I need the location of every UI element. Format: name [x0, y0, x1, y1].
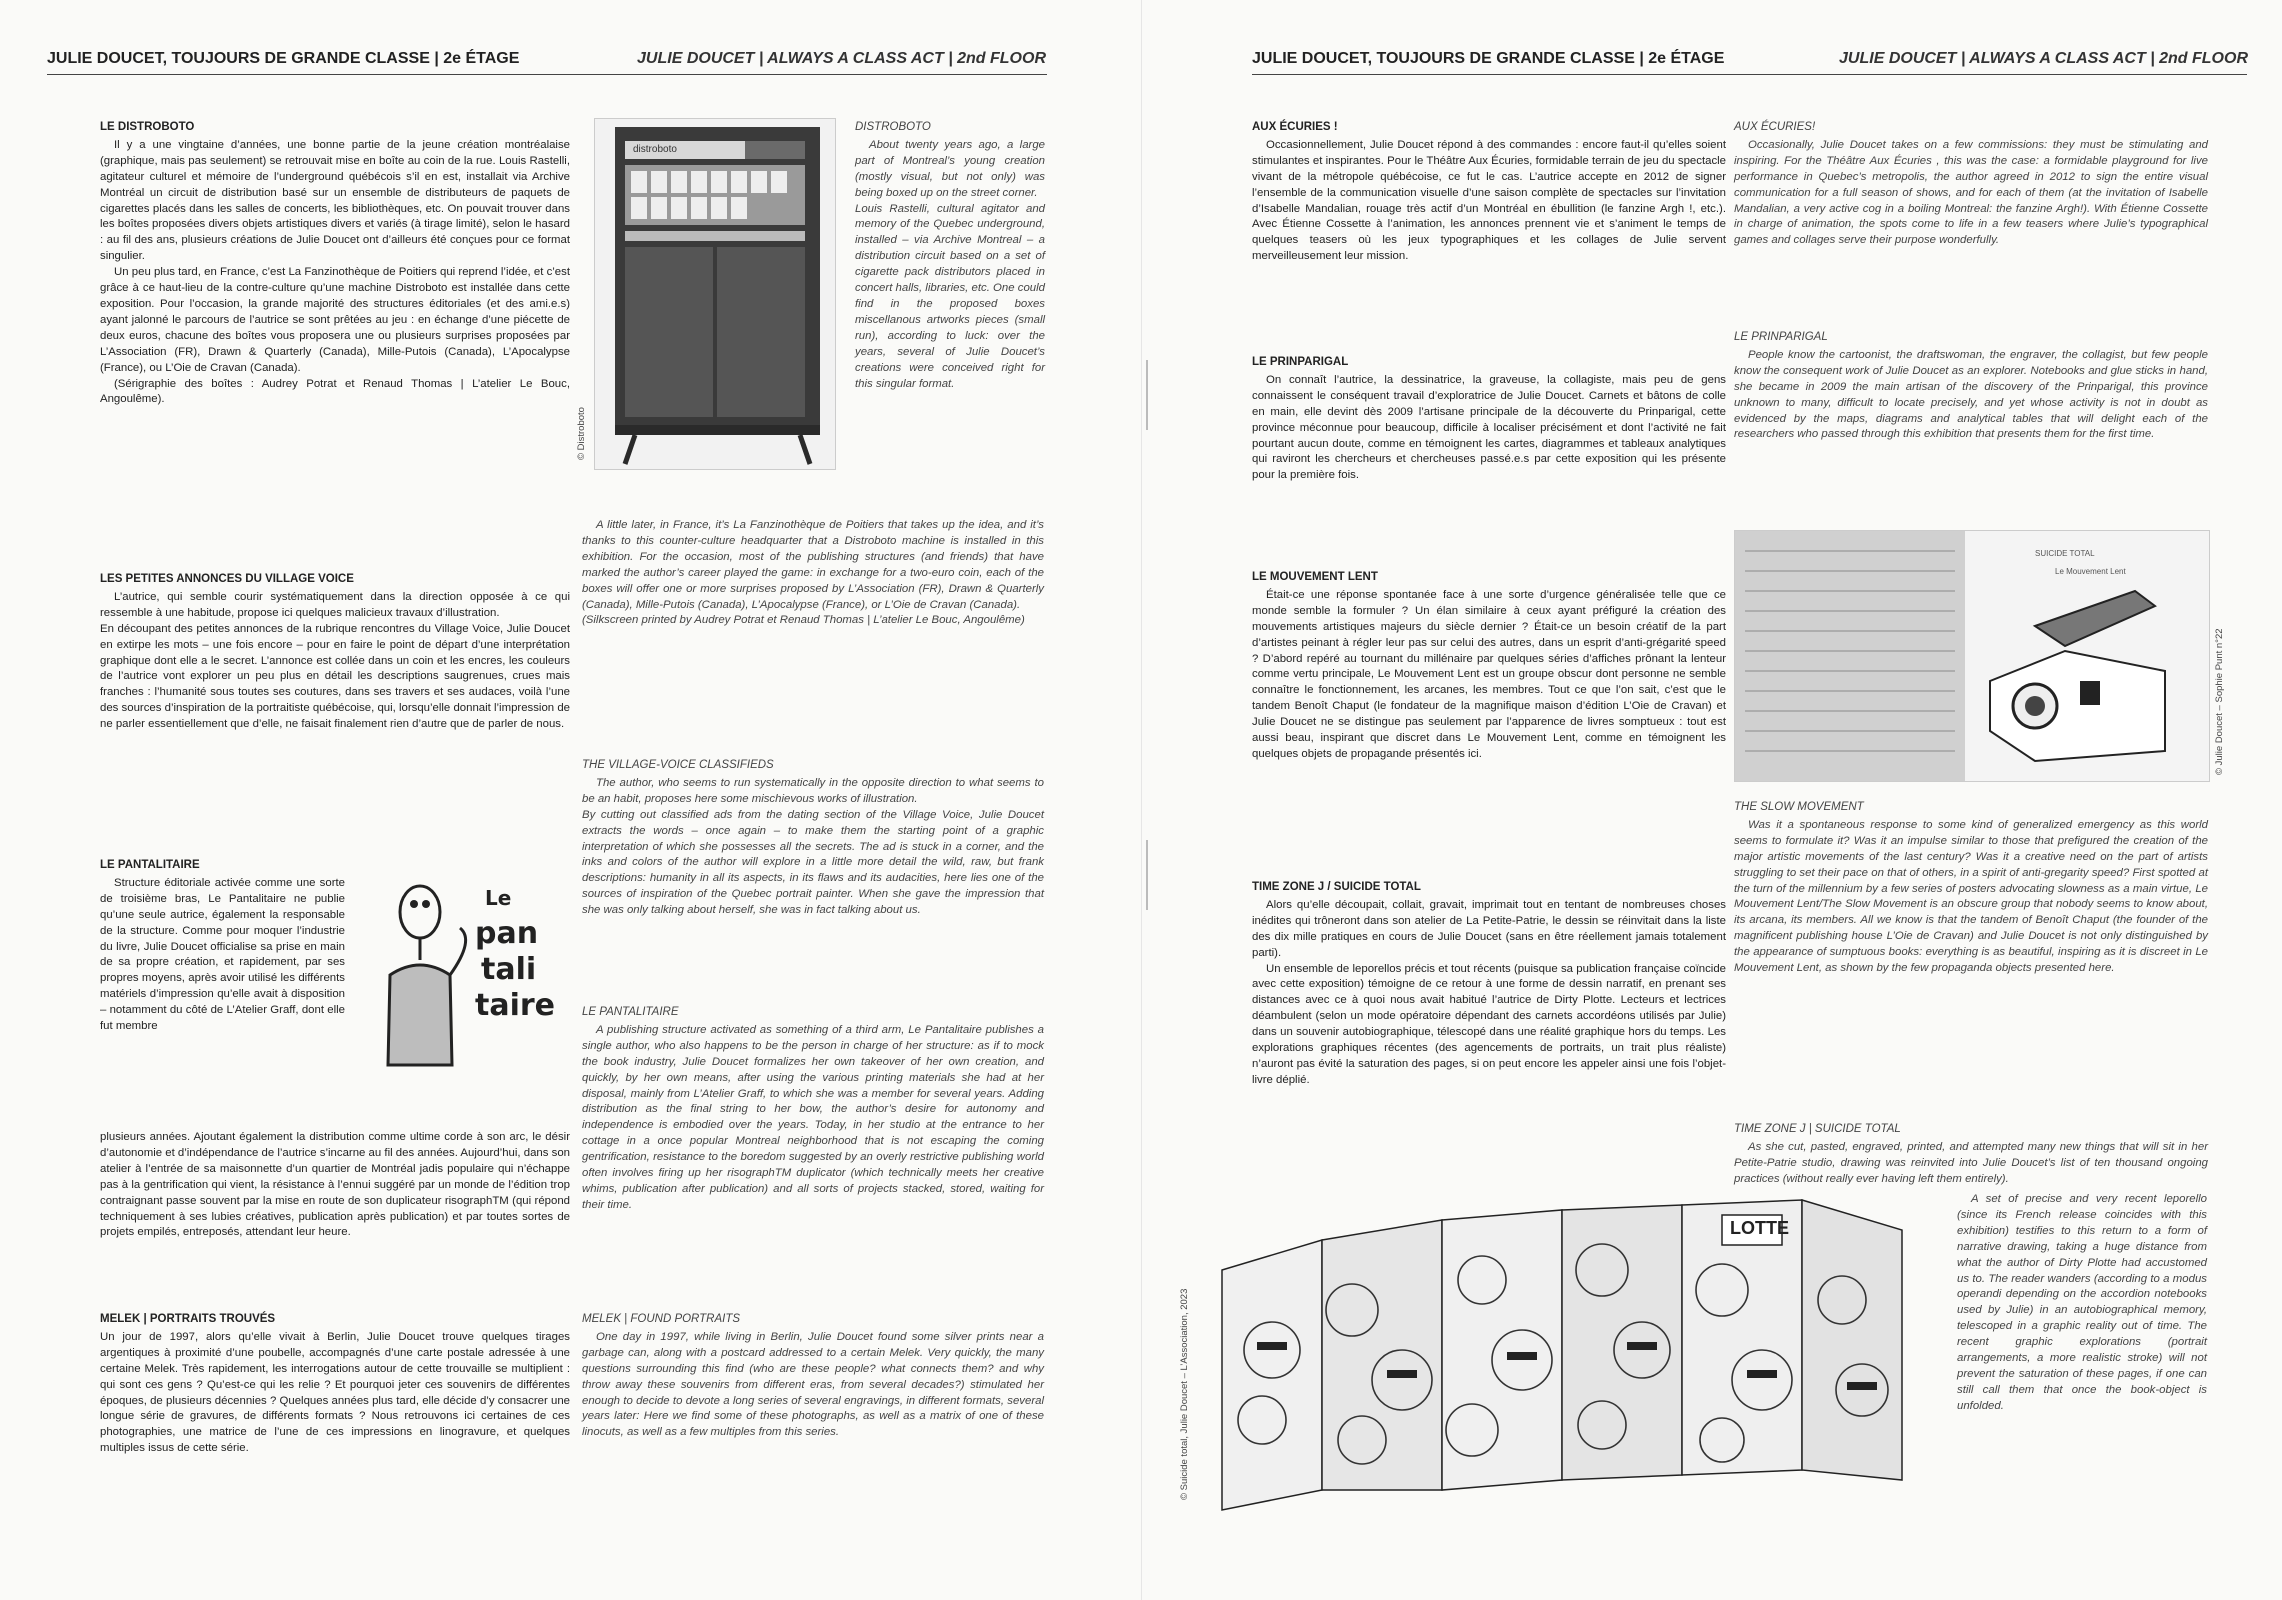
paragraph: En découpant des petites annonces de la rubrique rencontres du Village Voice, Julie Doucet en extirpe les mots – une fois encore – pour en faire le point de départ d’une interprétation graphique dont elle a le secret. L’annonce est collée dans un coin et les encres, les couleurs de l’autrice vont explorer un peu plus en détail les descriptions saugrenues, crues mais franches : l’humanité sous toutes ses coutures, dans ses travers et ses audaces, voilà l’une des sources d’inspiration de la portraitiste québécoise, qui, lorsqu’elle donnait l’impression de ne parler essentiellement que d’elle, ne faisait finalement rien d’autre que de parler de nous. [100, 622, 570, 731]
paragraph: One day in 1997, while living in Berlin, Julie Doucet found some silver prints near a garbage can, along with a postcard addressed to a certain Melek. Very quickly, the many questions surrounding this find (who are these people? what connects them? and why throw away these souvenirs from different eras, from several decades?) stimulated her enough to decide to devote a long series of several engravings, in different formats, several years later: Here we find some of these photographs, as well as a matrix of one of these linocuts, as well as a few multiples from this series. [582, 1330, 1044, 1439]
paragraph: Un ensemble de leporellos précis et tout récents (puisque sa publication française coïncide avec cette exposition) témoigne de ce retour à une forme de dessin narratif, en prenant ses distances avec ce à quoi nous avait habitué l’autrice de Dirty Plotte. Lecteurs et lectrices déambulent (selon un mode opératoire dépendant des carnets accordéons utilisés par Julie) dans un souvenir autobiographique, télescopé dans une réalité graphique hors du temps. Les explorations graphiques récentes (des agencements de portraits, un trait plus réaliste) n’auront pas évité la saturation des pages, si on peut encore les appeler ainsi une fois l’objet-livre déplié. [1252, 962, 1726, 1086]
section-prinparigal-fr [1252, 355, 1726, 484]
photo-machine-text: Le Mouvement Lent [2055, 567, 2126, 576]
right-english-column-4 [1734, 1122, 2208, 1188]
paragraph: Louis Rastelli, cultural agitator and memory of the Quebec underground, installed – via Archive Montreal – a distribution circuit based on a set of cigarette pack distributors placed in concert halls, libraries, etc. One could find in the proposed boxes miscellanous artworks pieces (small run), according to luck: over the years, several of Julie Doucet’s creations were conceived right for this singular format. [855, 202, 1045, 390]
left-french-column-2 [100, 572, 570, 733]
section-title: LE DISTROBOTO [100, 121, 195, 133]
pantalitaire-fr-wide [100, 1130, 570, 1241]
section-title: MELEK | PORTRAITS TROUVÉS [100, 1313, 276, 1325]
paragraph: (Sérigraphie des boîtes : Audrey Potrat et Renaud Thomas | L’atelier Le Bouc, Angoulême). [100, 377, 570, 406]
paragraph: As she cut, pasted, engraved, printed, and attempted many new things that will sit in her Petite-Patrie studio, drawing was reinvited into Julie Doucet’s list of ten thousand ongoing practices (without really ever having left them entirely). [1734, 1140, 2208, 1185]
paragraph: Il y a une vingtaine d’années, une bonne partie de la jeune création montréalaise (graphique, mais pas seulement) se retrouvait mise en boîte au coin de la rue. Louis Rastelli, agitateur culturel et mémoire de l’underground québécois s’il en est, installait via Archive Montréal un circuit de distribution basé sur un ensemble de distributeurs de paquets de cigarettes placés dans les salles de concerts, les bibliothèques, etc. On pouvait trouver dans les boîtes proposées divers objets artistiques divers et variés (à tirage limité), selon le hasard : au fil des ans, plusieurs créations de Julie Doucet ont d’ailleurs été conçues pour ce format singulier. [100, 138, 570, 263]
section-title: DISTROBOTO [855, 121, 931, 133]
left-english-narrow [855, 120, 1045, 392]
right-english-narrow [1957, 1192, 2207, 1415]
right-english-column [1734, 120, 2208, 249]
page-fold-mark [1146, 840, 1148, 910]
page-fold-mark [1146, 360, 1148, 430]
paragraph: About twenty years ago, a large part of Montreal’s young creation (mostly visual, but not only) was being boxed up on the street corner. [855, 138, 1045, 199]
section-ecuries-fr [1252, 120, 1726, 265]
logo-text: pan [475, 916, 539, 951]
photo-credit: © Distroboto [576, 407, 587, 460]
section-title: LE PANTALITAIRE [100, 859, 200, 871]
section-title: LE PRINPARIGAL [1252, 356, 1349, 368]
section-distroboto-en-cont [582, 518, 1044, 629]
pantalitaire-fr-narrow [100, 858, 345, 1035]
header-rule [47, 74, 1047, 75]
right-english-column-2 [1734, 330, 2208, 443]
section-distroboto-en [855, 120, 1045, 392]
paragraph: By cutting out classified ads from the dating section of the Village Voice, Julie Doucet extracts the words – once again – to make them the starting point of a graphic interpretation of which she possesses all the secrets. The ad is stuck in a corner, and the inks and colors of the author will explore in a little more detail the wild, raw, but frank descriptions: humanity in all its aspects, in its flaws and its audacities, here lies one of the sources of inspiration of the Quebec portrait painter. When she gave the impression that she was only talking about herself, she was in fact talking about us. [582, 808, 1044, 917]
paragraph: Occasionally, Julie Doucet takes on a few commissions: they must be stimulating and inspiring. For the Théâtre Aux Écuries , this was the case: a formidable playground for live performance in Quebec’s metropolis, the author agreed in 2012 to sign the entire visual communication for a full season of shows, and for each of them (at the invitation of Isabelle Mandalian, a very active cog in a boiling Montreal: the fanzine Argh!). With Étienne Cossette in charge of animation, the spots come to life in a few teasers where Julie’s typographical games and collages serve their purpose wonderfully. [1734, 138, 2208, 247]
photo-credit: © Julie Doucet – Sophie Punt n°22 [2214, 628, 2225, 775]
section-slow-en [1734, 800, 2208, 977]
section-village-fr [100, 572, 570, 733]
logo-text: tali [481, 952, 537, 987]
section-title: MELEK | FOUND PORTRAITS [582, 1313, 741, 1325]
section-timezone-en-cont [1957, 1192, 2207, 1415]
section-title: LE PRINPARIGAL [1734, 331, 1828, 343]
section-village-en [582, 758, 1044, 919]
paragraph: Alors qu’elle découpait, collait, gravait, imprimait tout en tentant de nombreuses choses inédites qui trôneront dans son atelier de La Petite-Patrie, le dessin se réinvitait dans la liste des dix mille pratiques en cours de Julie Doucet (sans en être réellement jamais totalement parti). [1252, 898, 1726, 959]
section-timezone-en [1734, 1122, 2208, 1188]
section-title: TIME ZONE J | SUICIDE TOTAL [1734, 1123, 1901, 1135]
running-header-en: JULIE DOUCET | ALWAYS A CLASS ACT | 2nd FLOOR [637, 50, 1046, 67]
paragraph: On connaît l’autrice, la dessinatrice, la graveuse, la collagiste, mais peu de gens connaissent le conséquent travail d’exploratrice de Julie Doucet. Carnets et bâtons de colle en main, elle devint dès 2009 l’artisane principale de la découverte du Prinparigal, cette province méconnue pour beaucoup, difficile à localiser précisément et dont l’activité ne fait pourtant aucun doute, comme en témoignent les cartes, diagrammes et tableaux analytiques qui raviront les chercheurs et chercheuses passé.e.s par cette exposition qui les présente pour la première fois. [1252, 373, 1726, 482]
paragraph: People know the cartoonist, the draftswoman, the engraver, the collagist, but few people know the consequent work of Julie Doucet as an explorer. Notebooks and glue sticks in hand, she became in 2009 the main artisan of the discovery of the Prinparigal, this province unknown to many, difficult to locate precisely, and yet whose activity is not in doubt as evidenced by the maps, diagrams and analytical tables that will delight each of the researchers who passed through this exhibition that presents them for the first time. [1734, 348, 2208, 441]
leporello-illustration [1202, 1190, 1952, 1520]
section-title: LE MOUVEMENT LENT [1252, 571, 1378, 583]
section-pantalitaire-en [582, 1005, 1044, 1214]
photo-credit: © Suicide total, Julie Doucet – L’Association, 2023 [1179, 1288, 1190, 1500]
paragraph: Was it a spontaneous response to some kind of generalized emergency as this world seems to formulate it? Was it an impulse similar to those that prefigured the creation of the major artistic movements of the last century? Was it a creative need on the part of artists struggling to set their pace on that of others, in a spirit of anti-gregarity speed? First spotted at the turn of the millennium by a few series of posters advocating slowness as a main virtue, Le Mouvement Lent/The Slow Movement is an obscure group that nobody seems to know about, its arcana, its members. All we know is that the tandem of Benoît Chaput (the founder of the magnificent publishing house L’Oie de Cravan) and Julie Doucet is not only distinguished by the appearance of sumptuous books: everything is as beautiful, inspiring as it is discreet in Le Mouvement Lent, as shown by the few propaganda objects presented here. [1734, 818, 2208, 975]
paragraph: Un peu plus tard, en France, c’est La Fanzinothèque de Poitiers qui reprend l’idée, et c’est grâce à ce haut-lieu de la contre-culture qu’une machine Distroboto est installée dans cette exposition. Pour l’occasion, la grande majorité des structures éditoriales (et des ami.e.s) ayant jalonné le parcours de l’autrice se sont prêtées au jeu : en échange d’une piécette de deux euros, chacune des boîtes vous proposera une ou plusieurs surprises proposées par L’Association (FR), Drawn & Quarterly (Canada), Mille-Putois (Canada), L’Apocalypse (France), ou L’Oie de Cravan (Canada). [100, 266, 570, 374]
leporello-sign: LOTTE [1730, 1218, 1789, 1238]
paragraph: (Silkscreen printed by Audrey Potrat et Renaud Thomas | L’atelier Le Bouc, Angoulême) [582, 614, 1025, 627]
paragraph: A publishing structure activated as something of a third arm, Le Pantalitaire publishes a single author, who also happens to be the person in charge of her structure: as if to mock the book industry, Julie Doucet formalizes her own takeover of her own creation, and quickly, by her own means, after using the various printing materials she had at her disposal, mainly from L’Atelier Graff, to which she was a member for several years. Adding distribution as the final string to her bow, the author’s desire for autonomy and independence is embodied over the years. Today, in her studio at the entrance to her cottage in a once popular Montreal neighborhood that is not escaping the coming gentrification, resistance to the boredom suggested by an overly restrictive publishing world often involves firing up her risographTM duplicator (which technically meets her creative whims, publication after publication) and all sorts of projects stacked, stored, waiting for their time. [582, 1023, 1044, 1211]
section-ecuries-en [1734, 120, 2208, 249]
header-rule [1252, 74, 2247, 75]
left-french-column-4 [100, 1312, 570, 1457]
right-french-column-2 [1252, 355, 1726, 484]
running-header-fr: JULIE DOUCET, TOUJOURS DE GRANDE CLASSE | 2e ÉTAGE [1252, 50, 1725, 67]
right-page [1141, 0, 2282, 1600]
photo-small-title: SUICIDE TOTAL [2035, 549, 2095, 558]
distroboto-photo [594, 118, 836, 470]
leporello-drawing-icon [1202, 1190, 1952, 1520]
distroboto-machine-icon [595, 119, 835, 469]
paragraph: Un jour de 1997, alors qu’elle vivait à Berlin, Julie Doucet trouve quelques tirages argentiques à proximité d’une poubelle, accompagnés d’une carte postale adressée à une certaine Melek. Très rapidement, les interrogations autour de cette trouvaille se multiplient : qui sont ces gens ? Qu’est-ce qui les relie ? Et pourquoi jeter ces souvenirs de différentes époques, de plusieurs décennies ? Quelques années plus tard, elle décide d’y consacrer une longue série de gravures, de différents formats ? Nous retrouvons ici certaines de ces photographies, une matrice de l’une de ces impressions en linogravure, et quelques multiples issus de cette série. [100, 1330, 570, 1455]
slow-movement-photo [1734, 530, 2210, 782]
section-prinparigal-en [1734, 330, 2208, 443]
paragraph: plusieurs années. Ajoutant également la distribution comme ultime corde à son arc, le désir d’autonomie et d’indépendance de l’autrice s’incarne au fil des années. Aujourd’hui, dans son atelier à l’entrée de sa maisonnette d’un quartier de Montréal jadis populaire qui n’échappe pas à la gentrification qui vient, la résistance à l’ennui suggéré par un monde de l’édition trop contraignant passe souvent par la mise en route de son duplicateur risographTM (qui répond techniquement à ses lubies créatives, publication après publication) et par toutes sortes de projets empilés, entreposés, attendant leur heure. [100, 1131, 570, 1239]
section-pantalitaire-fr [100, 858, 345, 1035]
right-english-column-3 [1734, 800, 2208, 977]
section-melek-fr [100, 1312, 570, 1457]
paragraph: Occasionnellement, Julie Doucet répond à des commandes : encore faut-il qu’elles soient stimulantes et inspirantes. Pour le Théâtre Aux Écuries, formidable terrain de jeu du spectacle vivant de la métropole québécoise, ce fut le cas. L’autrice accepte en 2012 de signer l’ensemble de la communication visuelle d’une saison complète de spectacles sur l’invitation d’Isabelle Mandalian, rouage très actif d’un Montréal en ébullition (le fanzine Argh !, etc.). Avec Étienne Cossette à l’animation, les annonces prennent vie et s’animent le temps de quelques teasers où les jeux typographiques et les collages de Julie servent merveilleusement leur mission. [1252, 138, 1726, 263]
running-header-fr: JULIE DOUCET, TOUJOURS DE GRANDE CLASSE | 2e ÉTAGE [47, 50, 520, 67]
right-french-column [1252, 120, 1726, 265]
left-english-column-3 [582, 1005, 1044, 1214]
left-french-column [100, 120, 570, 408]
section-melek-en [582, 1312, 1044, 1441]
section-title: LES PETITES ANNONCES DU VILLAGE VOICE [100, 573, 354, 585]
left-english-column [582, 518, 1044, 629]
paragraph: A little later, in France, it’s La Fanzinothèque de Poitiers that takes up the idea, and it’s thanks to this counter-culture headquarter that a Distroboto machine is installed in this exhibition. For the occasion, most of the publishing structures (and friends) that have marked the author’s career played the game: in exchange for a two-euro coin, each of the boxes will offer one or more surprises proposed by L’Association (FR), Drawn & Quarterly (Canada), Mille-Putois (Canada), L’Apocalypse (France), or L’Oie de Cravan (Canada). [582, 519, 1044, 611]
paragraph: L’autrice, qui semble courir systématiquement dans la direction opposée à ce qui ressemble à une habitude, propose ici quelques malicieux travaux d’illustration. [100, 590, 570, 619]
section-mouvement-fr [1252, 570, 1726, 763]
section-title: THE SLOW MOVEMENT [1734, 801, 1864, 813]
right-french-column-3 [1252, 570, 1726, 763]
section-distroboto-fr [100, 120, 570, 408]
paragraph: Structure éditoriale activée comme une sorte de troisième bras, Le Pantalitaire ne publie qu’une seule autrice, également la responsable de la structure. Comme pour moquer l’industrie du livre, Julie Doucet officialise sa prise en main de sa propre création, et rapidement, par ses propres moyens, après avoir utilisé les différents matériels d’impression qu’elle avait à disposition – notamment du côté de L’Atelier Graff, dont elle fut membre [100, 876, 345, 1033]
left-english-column-2 [582, 758, 1044, 919]
section-title: LE PANTALITAIRE [582, 1006, 679, 1018]
section-title: AUX ÉCURIES ! [1252, 121, 1338, 133]
logo-text: taire [475, 988, 556, 1023]
section-title: THE VILLAGE-VOICE CLASSIFIEDS [582, 759, 774, 771]
right-french-column-4 [1252, 880, 1726, 1089]
polaroid-camera-drawing-icon [1735, 531, 2209, 781]
section-pantalitaire-fr-cont [100, 1130, 570, 1241]
paragraph: Était-ce une réponse spontanée face à une sorte d’urgence généralisée telle que ce monde semble la formuler ? Un élan similaire à ceux ayant préfiguré la création des mouvements artistiques majeurs du siècle dernier ? Était-ce un besoin créatif de la part d’artistes peinant à régler leur pas sur celui des autres, dans un esprit d’anti-grégarité speed ? D’abord repéré au tournant du millénaire par quelques séries d’affiches prônant la lenteur comme vertu principale, Le Mouvement Lent est un groupe obscur dont personne ne semble connaître le fonctionnement, les arcanes, les membres. Tout ce que l’on sait, c’est que le tandem Benoît Chaput (le fondateur de la magnifique maison d’édition L’Oie de Cravan) et Julie Doucet ne se distingue pas seulement par l’apparence de livres somptueux : tout est aussi beau, inspirant que discret dans Le Mouvement Lent, comme en témoignent les quelques objets de propagande présentés ici. [1252, 588, 1726, 760]
section-title: TIME ZONE J / SUICIDE TOTAL [1252, 881, 1421, 893]
paragraph: A set of precise and very recent leporello (since its French release coincides with this exhibition) testifies to this return to a form of narrative drawing, taking a huge distance from what the author of Dirty Plotte had accustomed us to. The reader wanders (according to a modus operandi depending on the accordion notebooks used by Julie) in an autobiographical memory, telescoped in a graphic reality out of time. The recent graphic explorations (portrait arrangements, a more realistic stroke) will not prevent the saturation of these pages, if one can still call them that once the book-object is unfolded. [1957, 1193, 2207, 1412]
pantalitaire-logo [380, 880, 580, 1105]
logo-text: Le [485, 886, 512, 910]
paragraph: The author, who seems to run systematically in the opposite direction to what seems to be an habit, proposes here some mischievous works of illustration. [582, 776, 1044, 805]
section-timezone-fr [1252, 880, 1726, 1089]
running-header-en: JULIE DOUCET | ALWAYS A CLASS ACT | 2nd FLOOR [1839, 50, 2248, 67]
machine-label: distroboto [633, 144, 677, 155]
left-english-column-4 [582, 1312, 1044, 1441]
section-title: AUX ÉCURIES! [1734, 121, 1816, 133]
